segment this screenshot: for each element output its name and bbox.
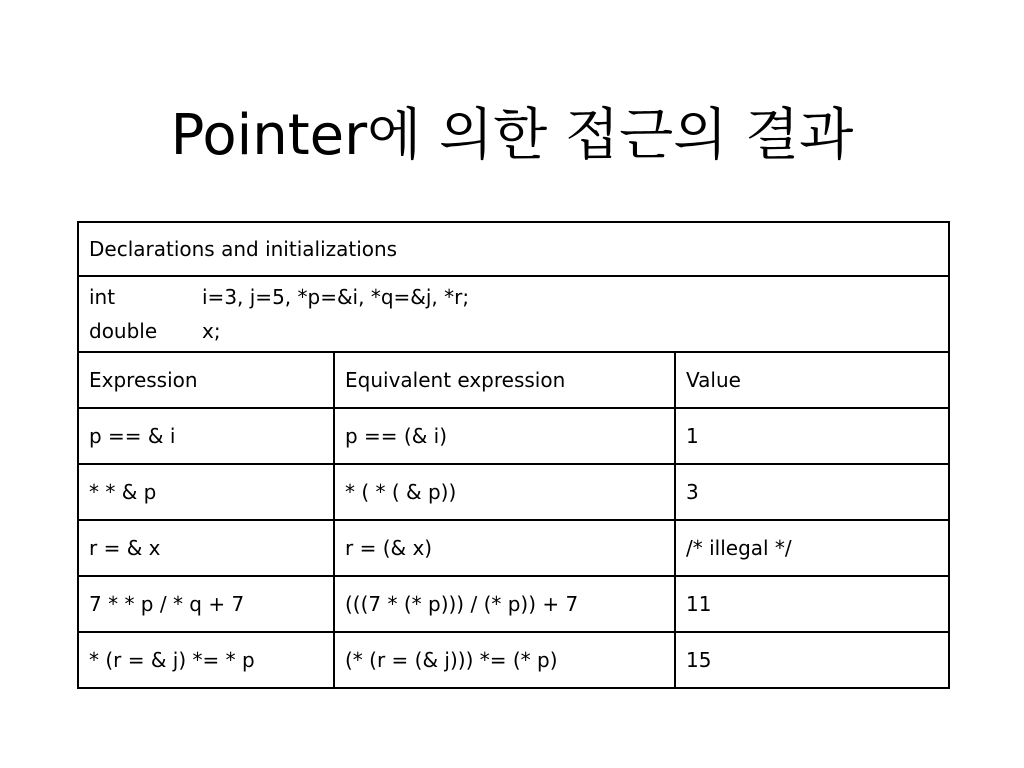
table-row bbox=[78, 408, 949, 464]
expression-cell: p == & i bbox=[78, 408, 334, 464]
equivalent-cell: (* (r = (& j))) *= (* p) bbox=[334, 632, 675, 688]
declaration-text: i=3, j=5, *p=&i, *q=&j, *r; bbox=[202, 285, 470, 309]
declaration-line bbox=[89, 314, 938, 348]
expression-cell: * (r = & j) *= * p bbox=[78, 632, 334, 688]
declarations-row bbox=[78, 276, 949, 352]
table-header-row bbox=[78, 222, 949, 276]
equivalent-cell: * ( * ( & p)) bbox=[334, 464, 675, 520]
value-cell: /* illegal */ bbox=[675, 520, 949, 576]
table-row bbox=[78, 576, 949, 632]
column-header-row bbox=[78, 352, 949, 408]
value-cell: 11 bbox=[675, 576, 949, 632]
table-row bbox=[78, 464, 949, 520]
column-header-equivalent: Equivalent expression bbox=[334, 352, 675, 408]
declarations-cell bbox=[78, 276, 949, 352]
declaration-text: x; bbox=[202, 319, 221, 343]
column-header-value: Value bbox=[675, 352, 949, 408]
declarations-header: Declarations and initializations bbox=[78, 222, 949, 276]
equivalent-cell: r = (& x) bbox=[334, 520, 675, 576]
table-row bbox=[78, 520, 949, 576]
declaration-type: int bbox=[89, 285, 116, 309]
equivalent-cell: (((7 * (* p))) / (* p)) + 7 bbox=[334, 576, 675, 632]
expression-cell: 7 * * p / * q + 7 bbox=[78, 576, 334, 632]
declaration-line bbox=[89, 280, 938, 314]
value-cell: 3 bbox=[675, 464, 949, 520]
slide-title: Pointer에 의한 접근의 결과 bbox=[170, 103, 854, 168]
declaration-type: double bbox=[89, 319, 158, 343]
expression-cell: r = & x bbox=[78, 520, 334, 576]
column-header-expression: Expression bbox=[78, 352, 334, 408]
value-cell: 15 bbox=[675, 632, 949, 688]
table-row bbox=[78, 632, 949, 688]
equivalent-cell: p == (& i) bbox=[334, 408, 675, 464]
expression-cell: * * & p bbox=[78, 464, 334, 520]
value-cell: 1 bbox=[675, 408, 949, 464]
pointer-table bbox=[77, 221, 950, 689]
